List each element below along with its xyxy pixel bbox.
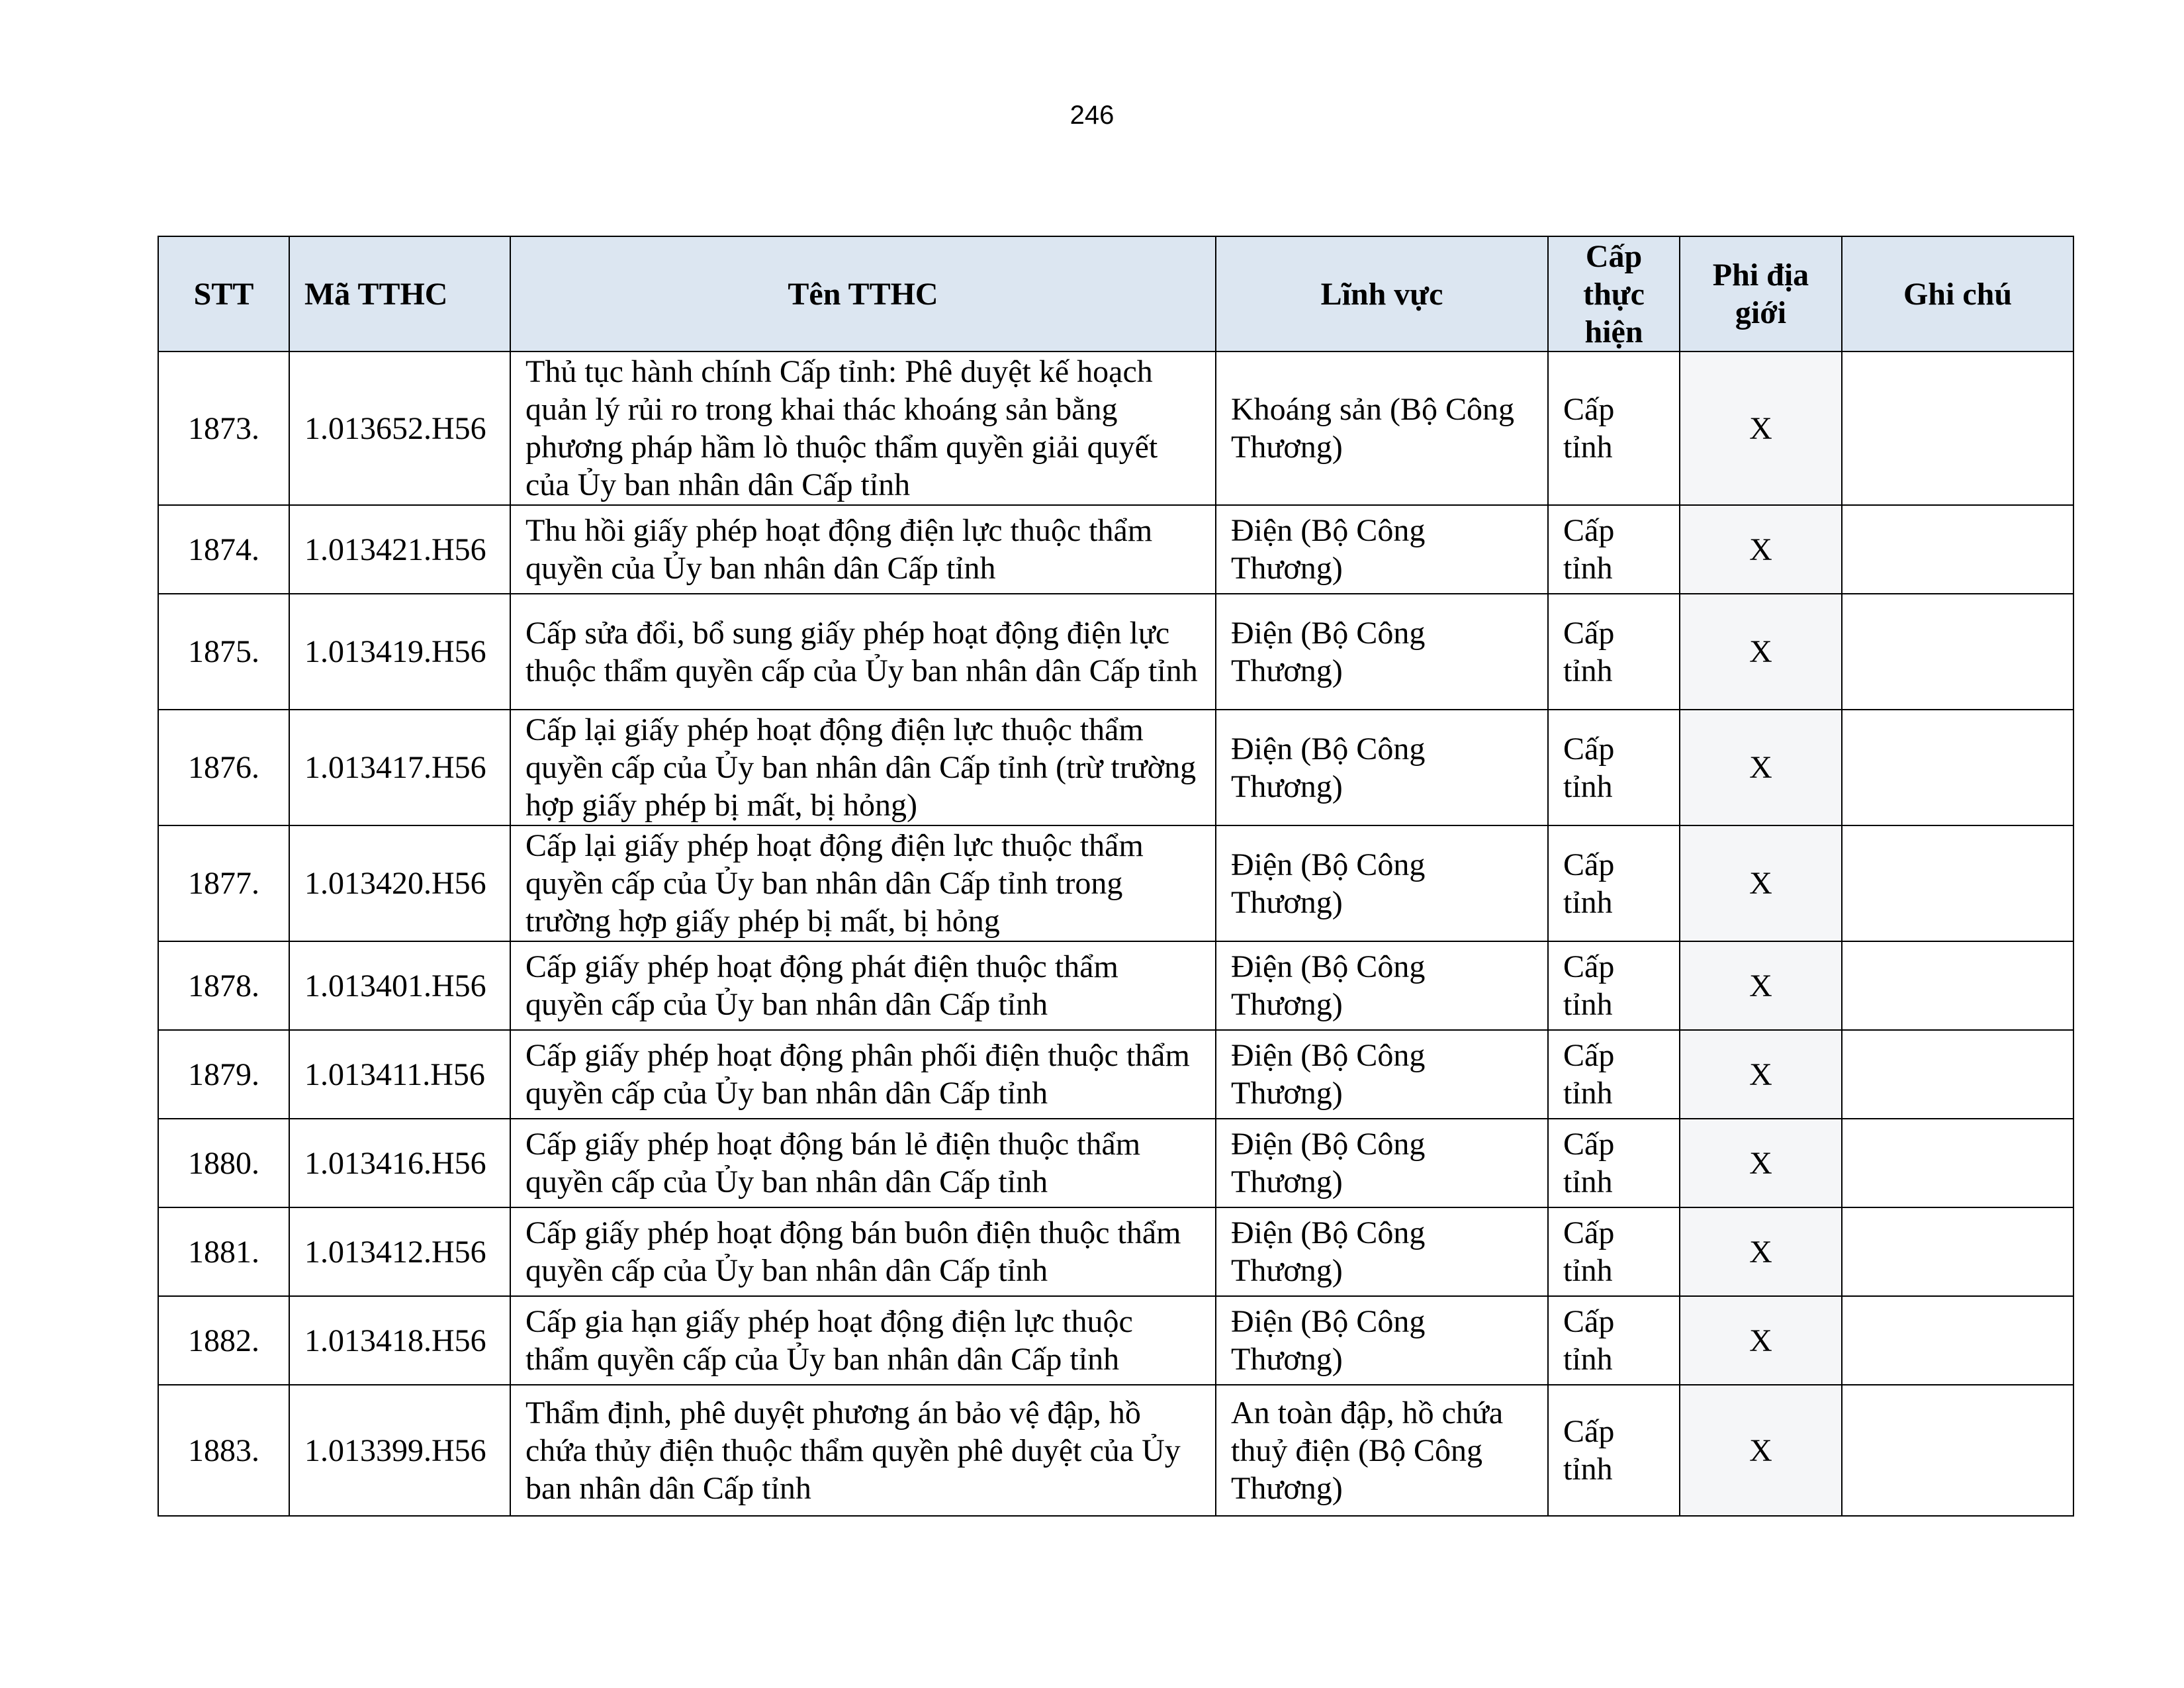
cell-cap-thuc-hien: Cấp tỉnh [1548, 1385, 1680, 1516]
cell-ten-tthc: Cấp sửa đổi, bổ sung giấy phép hoạt động điện lực thuộc thẩm quyền cấp của Ủy ban nhân dân Cấp tỉnh [510, 594, 1216, 710]
header-phi-dia-gioi: Phi địa giới [1680, 236, 1842, 352]
cell-ghi-chu [1842, 505, 2073, 594]
header-linh-vuc: Lĩnh vực [1216, 236, 1548, 352]
cell-ma-tthc: 1.013417.H56 [289, 710, 510, 825]
table-row [158, 825, 2073, 941]
cell-ghi-chu [1842, 710, 2073, 825]
header-ten-tthc: Tên TTHC [510, 236, 1216, 352]
cell-ten-tthc: Thẩm định, phê duyệt phương án bảo vệ đập, hồ chứa thủy điện thuộc thẩm quyền phê duyệt của Ủy ban nhân dân Cấp tỉnh [510, 1385, 1216, 1516]
cell-ma-tthc: 1.013411.H56 [289, 1030, 510, 1119]
table-row [158, 941, 2073, 1030]
cell-stt: 1876. [158, 710, 289, 825]
cell-linh-vuc: Điện (Bộ Công Thương) [1216, 594, 1548, 710]
table-row [158, 710, 2073, 825]
cell-linh-vuc: Khoáng sản (Bộ Công Thương) [1216, 352, 1548, 505]
cell-linh-vuc: Điện (Bộ Công Thương) [1216, 1030, 1548, 1119]
tthc-table [158, 236, 2074, 1517]
cell-cap-thuc-hien: Cấp tỉnh [1548, 352, 1680, 505]
cell-ma-tthc: 1.013399.H56 [289, 1385, 510, 1516]
cell-ghi-chu [1842, 1385, 2073, 1516]
cell-linh-vuc: Điện (Bộ Công Thương) [1216, 1119, 1548, 1207]
cell-ma-tthc: 1.013419.H56 [289, 594, 510, 710]
cell-stt: 1880. [158, 1119, 289, 1207]
cell-ghi-chu [1842, 1119, 2073, 1207]
cell-cap-thuc-hien: Cấp tỉnh [1548, 1207, 1680, 1296]
cell-stt: 1879. [158, 1030, 289, 1119]
cell-cap-thuc-hien: Cấp tỉnh [1548, 505, 1680, 594]
cell-cap-thuc-hien: Cấp tỉnh [1548, 825, 1680, 941]
table-row [158, 352, 2073, 505]
cell-phi-dia-gioi: X [1680, 941, 1842, 1030]
cell-stt: 1881. [158, 1207, 289, 1296]
header-ghi-chu: Ghi chú [1842, 236, 2073, 352]
cell-phi-dia-gioi: X [1680, 1207, 1842, 1296]
cell-linh-vuc: Điện (Bộ Công Thương) [1216, 1207, 1548, 1296]
cell-linh-vuc: Điện (Bộ Công Thương) [1216, 710, 1548, 825]
cell-linh-vuc: Điện (Bộ Công Thương) [1216, 505, 1548, 594]
cell-phi-dia-gioi: X [1680, 1119, 1842, 1207]
cell-ghi-chu [1842, 941, 2073, 1030]
cell-linh-vuc: Điện (Bộ Công Thương) [1216, 825, 1548, 941]
table-row [158, 505, 2073, 594]
cell-ghi-chu [1842, 825, 2073, 941]
cell-stt: 1883. [158, 1385, 289, 1516]
cell-ten-tthc: Cấp giấy phép hoạt động bán lẻ điện thuộc thẩm quyền cấp của Ủy ban nhân dân Cấp tỉnh [510, 1119, 1216, 1207]
cell-linh-vuc: Điện (Bộ Công Thương) [1216, 941, 1548, 1030]
cell-cap-thuc-hien: Cấp tỉnh [1548, 1296, 1680, 1385]
cell-cap-thuc-hien: Cấp tỉnh [1548, 594, 1680, 710]
cell-linh-vuc: An toàn đập, hồ chứa thuỷ điện (Bộ Công Thương) [1216, 1385, 1548, 1516]
cell-ma-tthc: 1.013418.H56 [289, 1296, 510, 1385]
cell-ghi-chu [1842, 352, 2073, 505]
cell-phi-dia-gioi: X [1680, 1030, 1842, 1119]
cell-ten-tthc: Cấp lại giấy phép hoạt động điện lực thuộc thẩm quyền cấp của Ủy ban nhân dân Cấp tỉnh (trừ trường hợp giấy phép bị mất, bị hỏng) [510, 710, 1216, 825]
header-cap-thuc-hien: Cấp thực hiện [1548, 236, 1680, 352]
cell-stt: 1878. [158, 941, 289, 1030]
cell-cap-thuc-hien: Cấp tỉnh [1548, 1030, 1680, 1119]
cell-ghi-chu [1842, 1296, 2073, 1385]
cell-stt: 1877. [158, 825, 289, 941]
cell-cap-thuc-hien: Cấp tỉnh [1548, 1119, 1680, 1207]
cell-linh-vuc: Điện (Bộ Công Thương) [1216, 1296, 1548, 1385]
cell-cap-thuc-hien: Cấp tỉnh [1548, 710, 1680, 825]
cell-ma-tthc: 1.013420.H56 [289, 825, 510, 941]
page-number: 246 [1069, 101, 1115, 130]
cell-ghi-chu [1842, 594, 2073, 710]
table-row [158, 1030, 2073, 1119]
cell-phi-dia-gioi: X [1680, 1385, 1842, 1516]
table-row [158, 1119, 2073, 1207]
cell-phi-dia-gioi: X [1680, 710, 1842, 825]
cell-ten-tthc: Cấp gia hạn giấy phép hoạt động điện lực thuộc thẩm quyền cấp của Ủy ban nhân dân Cấp tỉnh [510, 1296, 1216, 1385]
table-row [158, 1207, 2073, 1296]
cell-ma-tthc: 1.013421.H56 [289, 505, 510, 594]
cell-phi-dia-gioi: X [1680, 594, 1842, 710]
cell-phi-dia-gioi: X [1680, 825, 1842, 941]
cell-ma-tthc: 1.013652.H56 [289, 352, 510, 505]
header-row [158, 236, 2073, 352]
cell-ma-tthc: 1.013401.H56 [289, 941, 510, 1030]
cell-stt: 1882. [158, 1296, 289, 1385]
cell-stt: 1875. [158, 594, 289, 710]
table-row [158, 1296, 2073, 1385]
cell-stt: 1873. [158, 352, 289, 505]
header-ma-tthc: Mã TTHC [289, 236, 510, 352]
table-row [158, 1385, 2073, 1516]
cell-ghi-chu [1842, 1207, 2073, 1296]
cell-stt: 1874. [158, 505, 289, 594]
cell-ten-tthc: Cấp giấy phép hoạt động phân phối điện thuộc thẩm quyền cấp của Ủy ban nhân dân Cấp tỉnh [510, 1030, 1216, 1119]
cell-ma-tthc: 1.013416.H56 [289, 1119, 510, 1207]
cell-ten-tthc: Thủ tục hành chính Cấp tỉnh: Phê duyệt kế hoạch quản lý rủi ro trong khai thác khoáng sản bằng phương pháp hầm lò thuộc thẩm quyền giải quyết của Ủy ban nhân dân Cấp tỉnh [510, 352, 1216, 505]
table-row [158, 594, 2073, 710]
cell-cap-thuc-hien: Cấp tỉnh [1548, 941, 1680, 1030]
cell-ten-tthc: Thu hồi giấy phép hoạt động điện lực thuộc thẩm quyền của Ủy ban nhân dân Cấp tỉnh [510, 505, 1216, 594]
cell-phi-dia-gioi: X [1680, 1296, 1842, 1385]
cell-ghi-chu [1842, 1030, 2073, 1119]
cell-ten-tthc: Cấp giấy phép hoạt động bán buôn điện thuộc thẩm quyền cấp của Ủy ban nhân dân Cấp tỉnh [510, 1207, 1216, 1296]
cell-phi-dia-gioi: X [1680, 352, 1842, 505]
cell-phi-dia-gioi: X [1680, 505, 1842, 594]
cell-ma-tthc: 1.013412.H56 [289, 1207, 510, 1296]
cell-ten-tthc: Cấp lại giấy phép hoạt động điện lực thuộc thẩm quyền cấp của Ủy ban nhân dân Cấp tỉnh trong trường hợp giấy phép bị mất, bị hỏng [510, 825, 1216, 941]
header-stt: STT [158, 236, 289, 352]
cell-ten-tthc: Cấp giấy phép hoạt động phát điện thuộc thẩm quyền cấp của Ủy ban nhân dân Cấp tỉnh [510, 941, 1216, 1030]
